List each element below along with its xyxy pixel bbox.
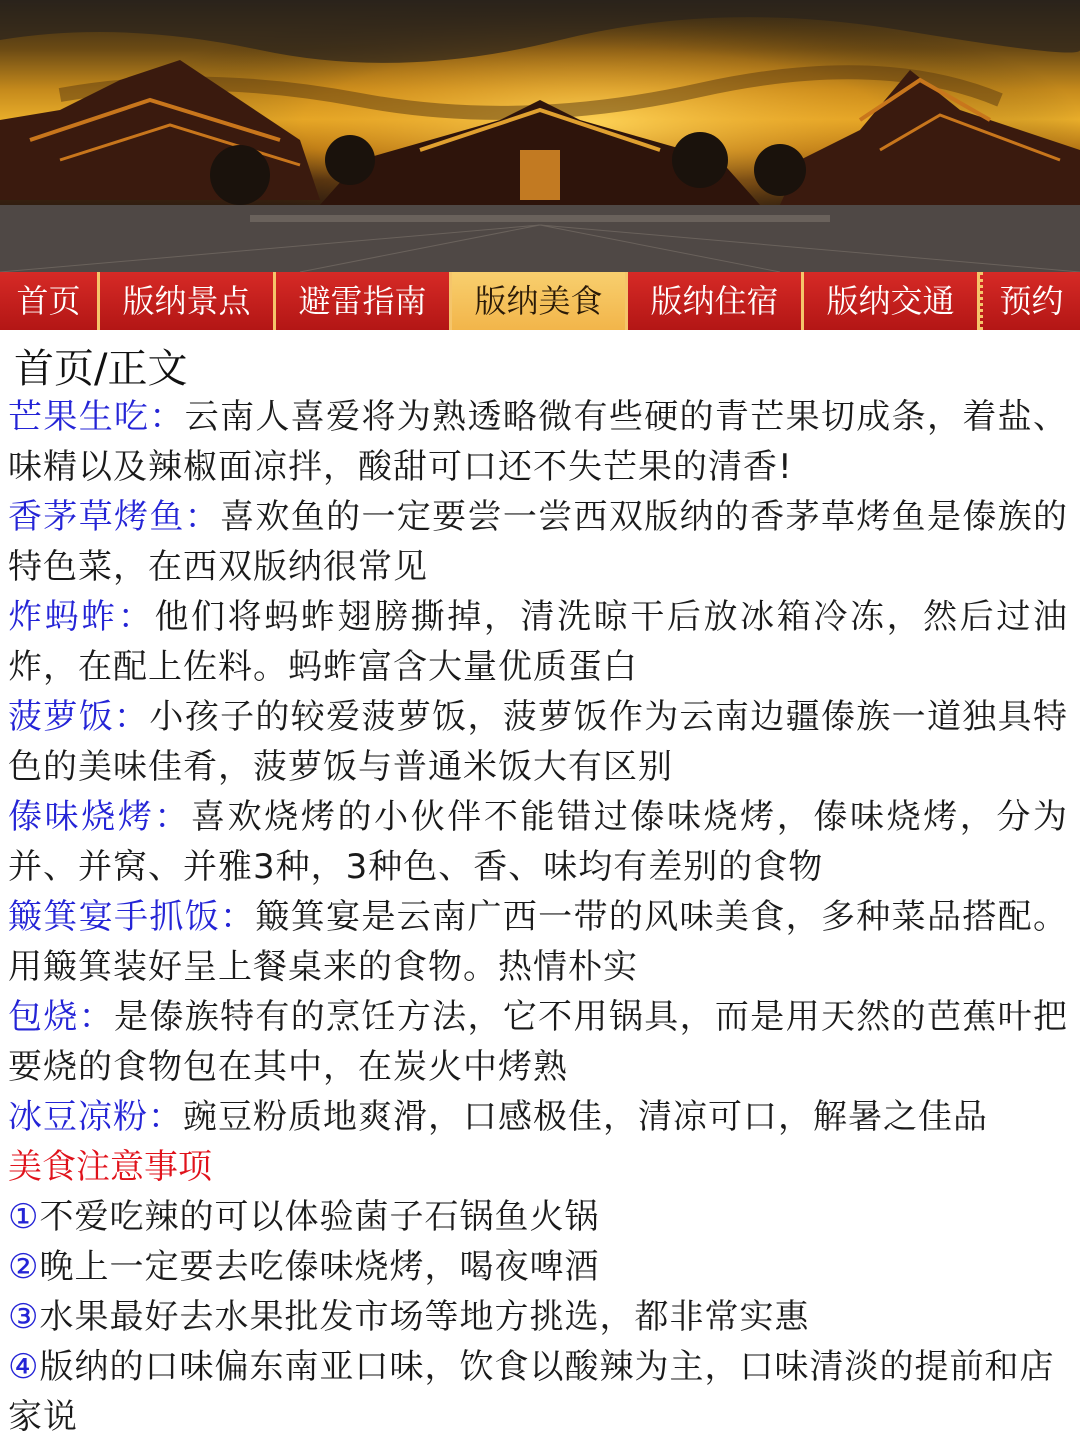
tip-number: ② bbox=[8, 1247, 40, 1287]
food-item bbox=[8, 492, 1068, 592]
food-item bbox=[8, 392, 1068, 492]
food-description: 簸箕宴是云南广西一带的风味美食，多种菜品搭配。用簸箕装好呈上餐桌来的食物。热情朴实 bbox=[8, 897, 1069, 987]
food-item bbox=[8, 692, 1068, 792]
tip-text: 晚上一定要去吃傣味烧烤，喝夜啤酒 bbox=[39, 1247, 600, 1287]
tip-text: 不爱吃辣的可以体验菌子石锅鱼火锅 bbox=[39, 1197, 600, 1237]
tip-number: ① bbox=[8, 1197, 40, 1237]
tip-text: 版纳的口味偏东南亚口味，饮食以酸辣为主，口味清淡的提前和店家说 bbox=[8, 1347, 1055, 1437]
food-item bbox=[8, 992, 1068, 1092]
hero-banner-image bbox=[0, 0, 1080, 272]
food-description: 豌豆粉质地爽滑，口感极佳，清凉可口，解暑之佳品 bbox=[183, 1097, 988, 1137]
tab-transport[interactable]: 版纳交通 bbox=[804, 272, 980, 330]
tip-number: ③ bbox=[8, 1297, 40, 1337]
temple-sunset-illustration bbox=[0, 0, 1080, 272]
tip-item bbox=[8, 1292, 1068, 1342]
tab-accommodation[interactable]: 版纳住宿 bbox=[628, 272, 804, 330]
food-name: 傣味烧烤： bbox=[8, 797, 192, 837]
tab-pitfall-guide[interactable]: 避雷指南 bbox=[276, 272, 452, 330]
food-name: 冰豆凉粉： bbox=[8, 1097, 183, 1137]
food-item bbox=[8, 592, 1068, 692]
food-description: 是傣族特有的烹饪方法，它不用锅具，而是用天然的芭蕉叶把要烧的食物包在其中，在炭火中烤熟 bbox=[8, 997, 1069, 1087]
article-content bbox=[8, 346, 1068, 1442]
food-item bbox=[8, 792, 1068, 892]
tab-food[interactable]: 版纳美食 bbox=[452, 272, 628, 330]
main-nav bbox=[0, 272, 1080, 330]
tip-item bbox=[8, 1242, 1068, 1292]
food-name: 菠萝饭： bbox=[8, 697, 150, 737]
tip-item bbox=[8, 1192, 1068, 1242]
food-name: 簸箕宴手抓饭： bbox=[8, 897, 256, 937]
breadcrumb: 首页/正文 bbox=[14, 346, 188, 392]
food-description: 喜欢烧烤的小伙伴不能错过傣味烧烤，傣味烧烤，分为并、并窝、并雅3种，3种色、香、味均有差别的食物 bbox=[8, 797, 1069, 887]
food-name: 炸蚂蚱： bbox=[8, 597, 155, 637]
food-description: 云南人喜爱将为熟透略微有些硬的青芒果切成条，着盐、味精以及辣椒面凉拌，酸甜可口还不失芒果的清香! bbox=[8, 397, 1069, 487]
food-description: 喜欢鱼的一定要尝一尝西双版纳的香茅草烤鱼是傣族的特色菜，在西双版纳很常见 bbox=[8, 497, 1069, 587]
tip-number: ④ bbox=[8, 1347, 40, 1387]
food-name: 芒果生吃： bbox=[8, 397, 185, 437]
food-item bbox=[8, 1092, 1068, 1142]
food-description: 他们将蚂蚱翅膀撕掉，清洗晾干后放冰箱冷冻，然后过油炸，在配上佐料。蚂蚱富含大量优质蛋白 bbox=[8, 597, 1069, 687]
food-name: 包烧： bbox=[8, 997, 115, 1037]
tab-home[interactable]: 首页 bbox=[0, 272, 100, 330]
tip-item bbox=[8, 1342, 1068, 1442]
tips-heading: 美食注意事项 bbox=[8, 1147, 212, 1187]
food-description: 小孩子的较爱菠萝饭，菠萝饭作为云南边疆傣族一道独具特色的美味佳肴，菠萝饭与普通米饭大有区别 bbox=[8, 697, 1069, 787]
food-item bbox=[8, 892, 1068, 992]
tip-text: 水果最好去水果批发市场等地方挑选，都非常实惠 bbox=[39, 1297, 810, 1337]
food-name: 香茅草烤鱼： bbox=[8, 497, 221, 537]
tab-booking[interactable]: 预约 bbox=[980, 272, 1080, 330]
tab-attractions[interactable]: 版纳景点 bbox=[100, 272, 276, 330]
